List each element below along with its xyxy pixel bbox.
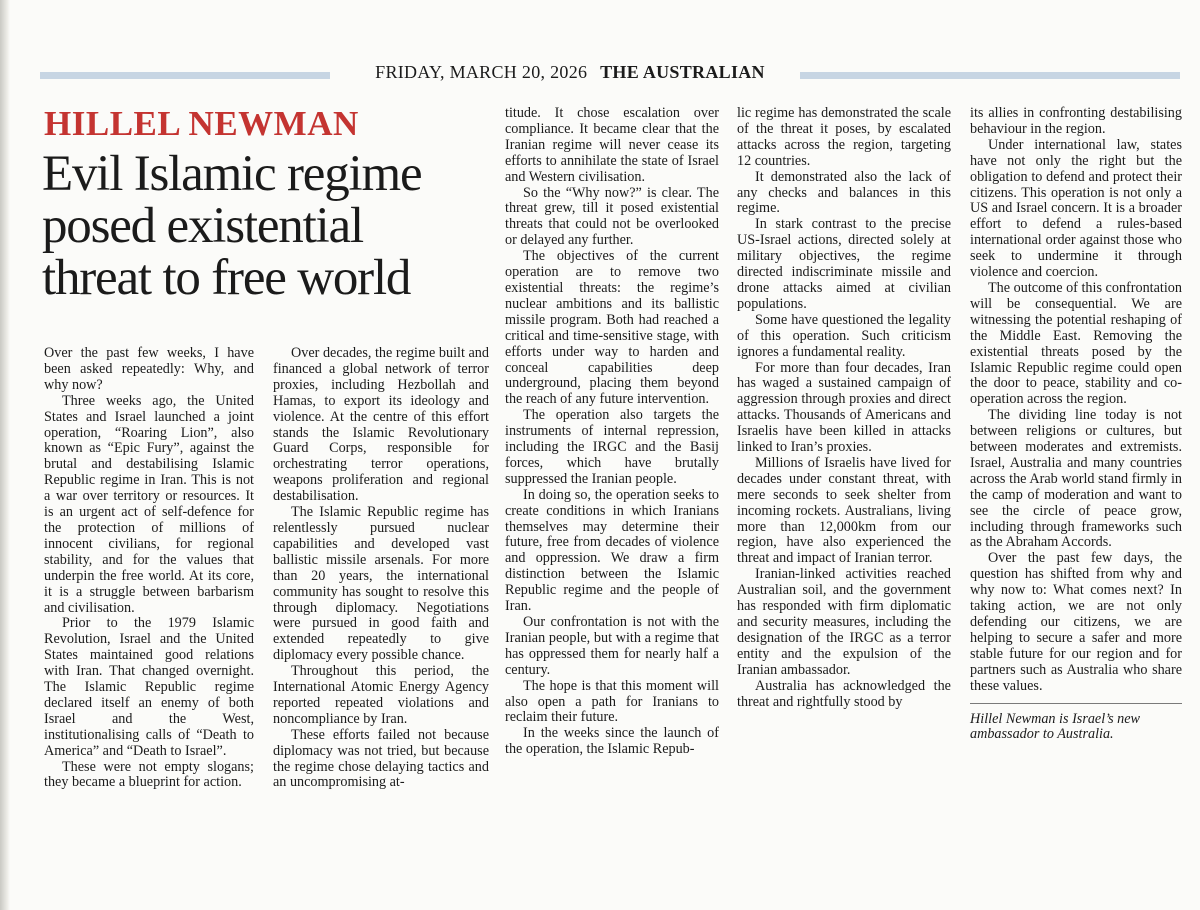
paragraph: Over decades, the regime built and financed a global network of terror proxies, including Hezbollah and Hamas, to export its ideology and violence. At the centre of this effort stands the Islamic Revolutionary Guard Corps, responsible for orchestrating terror operations, weapons proliferation and regional destabilisation. bbox=[273, 345, 489, 505]
paragraph: lic regime has demonstrated the scale of the threat it poses, by escalated attacks across the region, targeting 12 countries. bbox=[737, 105, 951, 169]
paragraph: Prior to the 1979 Islamic Revolution, Israel and the United States maintained good relations with Iran. That changed overnight. The Islamic Republic regime declared itself an enemy of both Israel and the West, institutionalising calls of “Death to America” and “Death to Israel”. bbox=[44, 615, 254, 759]
paragraph: The objectives of the current operation are to remove two existential threats: the regime’s nuclear ambitions and its ballistic missile program. Both had reached a critical and time-sensitive stage, with efforts under way to harden and conceal capabilities deep underground, placing them beyond the reach of any future intervention. bbox=[505, 248, 719, 408]
paragraph: Over the past few weeks, I have been asked repeatedly: Why, and why now? bbox=[44, 345, 254, 393]
paragraph: These efforts failed not because diplomacy was not tried, but because the regime chose delaying tactics and an uncompromising at- bbox=[273, 726, 489, 791]
masthead bbox=[40, 62, 1180, 84]
masthead-rule-right bbox=[800, 72, 1180, 79]
paragraph: Some have questioned the legality of this operation. Such criticism ignores a fundamental reality. bbox=[737, 311, 951, 360]
article-column-4 bbox=[737, 106, 951, 710]
author-byline: HILLEL NEWMAN bbox=[44, 104, 359, 143]
paragraph: its allies in confronting destabilising behaviour in the region. bbox=[970, 105, 1182, 137]
paragraph: So the “Why now?” is clear. The threat grew, till it posed existential threats that could not be overlooked or delayed any further. bbox=[505, 184, 719, 249]
paragraph: The operation also targets the instruments of internal repression, including the IRGC and the Basij forces, which have brutally suppressed the Iranian people. bbox=[505, 407, 719, 487]
paragraph: Throughout this period, the International Atomic Energy Agency reported repeated violations and noncompliance by Iran. bbox=[273, 663, 489, 727]
paragraph: The Islamic Republic regime has relentlessly pursued nuclear capabilities and developed vast ballistic missile arsenals. For more than 20 years, the international community has sought to resolve this through diplomacy. Negotiations were pursued in good faith and extended repeatedly to give diplomacy every possible chance. bbox=[273, 504, 489, 664]
paragraph: Over the past few days, the question has shifted from why and why now to: What comes next? In taking action, we are not only defending our citizens, we are helping to secure a safer and more stable future for our region and for partners such as Australia who share these values. bbox=[970, 550, 1182, 694]
paragraph: In the weeks since the launch of the operation, the Islamic Repub- bbox=[505, 725, 719, 758]
masthead-rule-left bbox=[40, 72, 330, 79]
issue-date: FRIDAY, MARCH 20, 2026 bbox=[375, 62, 588, 82]
article-column-5 bbox=[970, 106, 1182, 743]
newspaper-name: THE AUSTRALIAN bbox=[600, 62, 765, 82]
bio-divider bbox=[970, 703, 1182, 704]
paragraph: Australia has acknowledged the threat and rightfully stood by bbox=[737, 677, 951, 710]
paragraph: Millions of Israelis have lived for decades under constant threat, with mere seconds to seek shelter from incoming rockets. Australians, living more than 12,000km from our region, have also experienced the threat and impact of Iranian terror. bbox=[737, 454, 951, 567]
paragraph: These were not empty slogans; they became a blueprint for action. bbox=[44, 758, 254, 791]
paragraph: Iranian-linked activities reached Australian soil, and the government has responded with firm diplomatic and security measures, including the designation of the IRGC as a terror entity and the expulsion of the Iranian ambassador. bbox=[737, 566, 951, 678]
paragraph: Under international law, states have not only the right but the obligation to defend and protect their citizens. This operation is not only a US and Israel concern. It is a broader effort to defend a rules-based international order against those who seek to undermine it through violence and coercion. bbox=[970, 136, 1182, 281]
paragraph: The dividing line today is not between religions or cultures, but between moderates and extremists. Israel, Australia and many countries across the Arab world stand firmly in the camp of moderation and want to see the circle of peace grow, including through frameworks such as the Abraham Accords. bbox=[970, 407, 1182, 551]
article-column-2 bbox=[273, 346, 489, 791]
paragraph: In stark contrast to the precise US-Israel actions, directed solely at military objectives, the regime directed indiscriminate missile and drone attacks aimed at civilian populations. bbox=[737, 216, 951, 312]
headline: Evil Islamic regime posed existential threat to free world bbox=[42, 146, 422, 306]
paragraph: Our confrontation is not with the Iranian people, but with a regime that has oppressed them for nearly half a century. bbox=[505, 614, 719, 678]
masthead-text bbox=[350, 62, 790, 83]
page-binding-shadow bbox=[0, 0, 10, 910]
paragraph: It demonstrated also the lack of any checks and balances in this regime. bbox=[737, 168, 951, 217]
paragraph: In doing so, the operation seeks to create conditions in which Iranians themselves may determine their future, free from decades of violence and oppression. We draw a firm distinction between the Islamic Republic regime and the people of Iran. bbox=[505, 486, 719, 615]
paragraph: titude. It chose escalation over compliance. It became clear that the Iranian regime will never cease its efforts to annihilate the state of Israel and Western civilisation. bbox=[505, 105, 719, 185]
paragraph: The hope is that this moment will also open a path for Iranians to reclaim their future. bbox=[505, 677, 719, 726]
paragraph: The outcome of this confrontation will be consequential. We are witnessing the potential reshaping of the Middle East. Removing the existential threats posed by the Islamic Republic regime could open the door to peace, stability and co-operation across the region. bbox=[970, 279, 1182, 408]
article-column-3 bbox=[505, 106, 719, 758]
paragraph: Three weeks ago, the United States and Israel launched a joint operation, “Roaring Lion”, also known as “Epic Fury”, against the brutal and destabilising Islamic Republic regime in Iran. This is not a war over territory or resources. It is an urgent act of self-defence for the protection of millions of innocent civilians, for regional stability, and for the values that underpin the free world. At its core, it is a struggle between barbarism and civilisation. bbox=[44, 392, 254, 616]
paragraph: For more than four decades, Iran has waged a sustained campaign of aggression through proxies and direct attacks. Thousands of Americans and Israelis have been killed in attacks linked to Iran’s proxies. bbox=[737, 359, 951, 456]
author-bio bbox=[970, 712, 1182, 744]
author-bio-text: Hillel Newman is Israel’s new ambassador to Australia. bbox=[970, 710, 1140, 743]
article-column-1 bbox=[44, 346, 254, 791]
